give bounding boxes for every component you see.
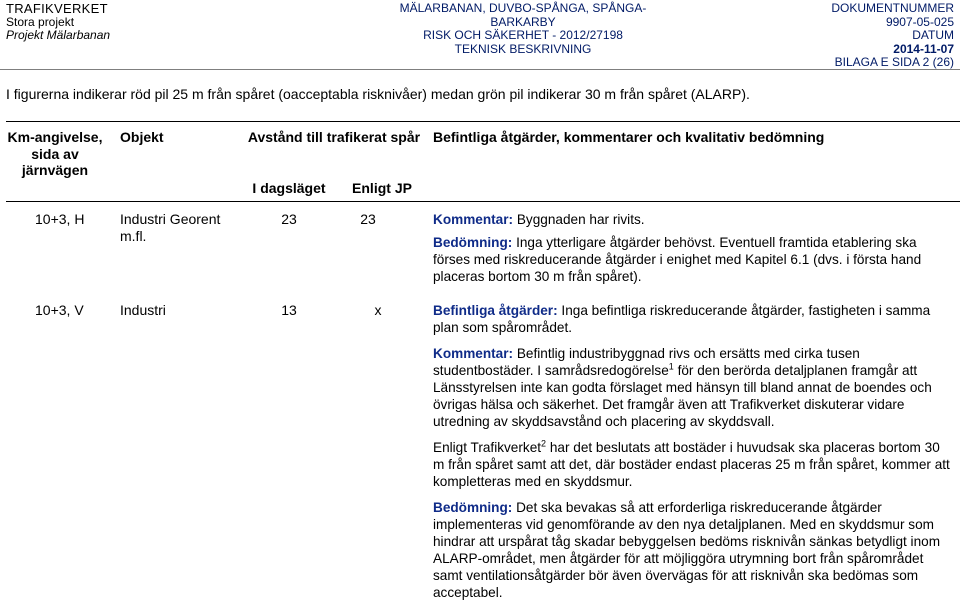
header-planned: Enligt JP — [352, 180, 412, 196]
header-current: I dagsläget — [252, 180, 326, 196]
footnote-ref: 2 — [541, 438, 547, 449]
comment-text: Befintlig industribyggnad rivs och ersätts med cirka tusen studentbostäder. I samrådsredogörelse — [433, 346, 860, 378]
document-header — [0, 0, 960, 70]
comment-keyword: Kommentar: — [433, 212, 514, 227]
comment-text: Byggnaden har rivits. — [513, 212, 645, 227]
program-name: Stora projekt — [6, 14, 75, 29]
row-planned-distance: 23 — [360, 211, 376, 227]
row-current-distance: 13 — [281, 302, 297, 318]
header-objekt: Objekt — [120, 129, 164, 145]
row-km: 10+3, V — [35, 302, 84, 318]
report-title: MÄLARBANAN, DUVBO-SPÅNGA, SPÅNGA-BARKARBY — [399, 1, 647, 29]
intro-text: I figurerna indikerar röd pil 25 m från spåret (oacceptabla risknivåer) medan grön pil indikerar 30 m från spåret (ALARP). — [6, 86, 750, 102]
page-indicator: BILAGA E SIDA 2 (26) — [834, 55, 954, 69]
row-km: 10+3, H — [35, 211, 85, 227]
row-comments — [433, 302, 951, 601]
organization-name: TRAFIKVERKET — [6, 1, 108, 16]
decision-text-cont: har det beslutats att bostäder i huvudsak ska placeras bortom 30 m från spåret samt att det, där bostäder endast placeras 25 m från spåret, kommer att kompletteras med en skyddsmur. — [433, 440, 950, 489]
table-header-rule — [6, 201, 960, 202]
row-current-distance: 23 — [281, 211, 297, 227]
project-name: Projekt Mälarbanan — [6, 28, 111, 42]
assessment-keyword: Bedömning: — [433, 235, 513, 250]
existing-measures-keyword: Befintliga åtgärder: — [433, 303, 558, 318]
header-km: Km-angivelse, sida av järnvägen — [7, 129, 103, 178]
header-rule — [0, 69, 960, 70]
comment-keyword: Kommentar: — [433, 346, 514, 361]
footnote-ref: 1 — [668, 361, 674, 372]
doc-number: 9907-05-025 — [885, 14, 954, 29]
row-objekt: Industri Georent m.fl. — [120, 211, 221, 244]
row-objekt: Industri — [120, 302, 166, 318]
report-subtitle: RISK OCH SÄKERHET - 2012/27198 — [423, 28, 623, 42]
comment-text-cont: för den berörda detaljplanen framgår att Länsstyrelsen inte kan godta förslaget med hänsyn till bland annat de boendes och övrigas hälsa och säkerhet. Det framgår även att Trafikverket diskuterar vidare utredning av skyddsavstånd och placering av skyddsvall. — [433, 363, 932, 429]
header-measures: Befintliga åtgärder, kommentarer och kvalitativ bedömning — [433, 129, 825, 145]
assessment-keyword: Bedömning: — [433, 500, 513, 515]
row-comments — [433, 211, 951, 285]
doc-number-label: DOKUMENTNUMMER — [831, 1, 954, 15]
doc-date: 2014-11-07 — [893, 41, 954, 56]
header-distance: Avstånd till trafikerat spår — [247, 129, 421, 145]
header-center — [388, 2, 658, 56]
header-left — [6, 2, 110, 43]
date-label: DATUM — [912, 28, 954, 42]
row-planned-distance: x — [374, 302, 382, 318]
assessment-text: Inga ytterligare åtgärder behövst. Eventuell framtida etablering ska förses med riskreducerande åtgärder i enighet med Kapitel 6.1 (dvs. i första hand placeras bortom 30 m från spåret). — [433, 235, 922, 284]
report-type: TEKNISK BESKRIVNING — [454, 41, 592, 56]
table-top-rule — [6, 121, 960, 122]
assessment-text: Det ska bevakas så att erforderliga riskreducerande åtgärder implementeras vid genomförande av den nya detaljplanen. Med en skyddsmur som hindrar att urspårat tåg skadar bebyggelsen bedöms risknivån sänkas betydligt inom ALARP-området, men åtgärder för att möjliggöra utrymning bort från spårområdet samt ventilationsåtgärder bör även övervägas för att risknivån ska bedömas som acceptabel. — [433, 500, 941, 600]
existing-measures-text: Inga befintliga riskreducerande åtgärder, fastigheten i samma plan som spårområdet. — [433, 303, 931, 335]
decision-text: Enligt Trafikverket — [433, 440, 542, 455]
header-right — [831, 2, 954, 70]
